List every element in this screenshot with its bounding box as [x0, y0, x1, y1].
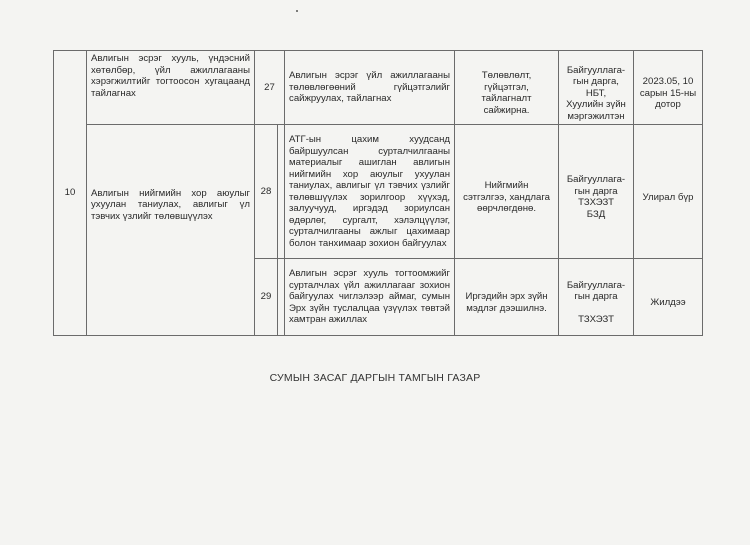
spacer-cell — [278, 259, 285, 336]
result-cell — [455, 259, 559, 336]
goal-text: Авлигын эсрэг хууль, үндэсний хөтөлбөр, үйл ажиллагааны хэрэгжилтийг тогтоосон хугацаанд тайлагнах — [91, 53, 250, 99]
result-cell — [455, 125, 559, 259]
deadline-cell — [634, 51, 703, 125]
result-cell — [455, 51, 559, 125]
deadline-text: 2023.05, 10 сарын 15-ны дотор — [639, 76, 697, 110]
item-number-cell — [255, 259, 278, 336]
responsible-cell — [559, 125, 634, 259]
item-number: 28 — [260, 185, 272, 197]
item-number: 29 — [260, 291, 272, 303]
page-dot — [296, 10, 298, 12]
responsible-text: Байгууллага- гын дарга ТЗХЭЗТ — [566, 279, 626, 326]
activity-text: Авлигын эсрэг хууль тогтоомжийг сурталчлах үйл ажиллагааг зохион байгуулах чиглэлээр аймаг, сумын Эрх зүйн туслалцаа үзүүлэх төвтэй хамтран ажиллах — [289, 268, 451, 326]
table-row — [54, 125, 703, 259]
result-text: Төлөвлөлт, гүйцэтгэл, тайлагналт сайжирна. — [481, 70, 532, 116]
result-text: Иргэдийн эрх зүйн мэдлэг дээшилнэ. — [465, 291, 548, 314]
goal-cell — [87, 125, 255, 336]
activity-cell — [285, 259, 455, 336]
item-number: 27 — [264, 81, 275, 93]
responsible-cell — [559, 259, 634, 336]
item-number-cell — [255, 125, 278, 259]
responsible-text: Байгууллага- гын дарга ТЗХЭЗТ БЗД — [566, 174, 626, 220]
organization-title: СУМЫН ЗАСАГ ДАРГЫН ТАМГЫН ГАЗАР — [269, 372, 481, 384]
activity-text: АТГ-ын цахим хуудсанд байршуулсан сурталчилгааны материалыг ашиглан авлигын нийгмийн хор аюулыг ухуулан таниулах, авлигыг үл тэвчих үзлийг төлөвшүүлэх зорилгоор хүүхэд, залуучууд, иргэдэд зориулсан өдөрлөг, сургалт, хэлэлцүүлэг, сурталчилгааны ажлыг цахимаар болон танхимаар зохион байгуулах — [289, 134, 451, 249]
deadline-text: Жилдээ — [650, 297, 686, 308]
group-number: 10 — [64, 187, 76, 199]
group-number-cell — [54, 51, 87, 336]
goal-cell — [87, 51, 255, 125]
responsible-cell — [559, 51, 634, 125]
deadline-text: Улирал бүр — [642, 191, 694, 203]
table-row — [54, 51, 703, 125]
deadline-cell — [634, 259, 703, 336]
item-number-cell — [255, 51, 285, 125]
activity-cell — [285, 125, 455, 259]
activity-cell — [285, 51, 455, 125]
deadline-cell — [634, 125, 703, 259]
spacer-cell — [278, 125, 285, 259]
activity-text: Авлигын эсрэг үйл ажиллагааны төлөвлөгөөний гүйцэтгэлийг сайжруулах, тайлагнах — [289, 70, 451, 105]
action-plan-table — [53, 50, 703, 336]
responsible-text: Байгууллага- гын дарга, НБТ, Хуулийн зүйн мэргэжилтэн — [566, 64, 626, 122]
result-text: Нийгмийн сэтгэлгээ, хандлага өөрчлөгдөнө. — [463, 180, 550, 214]
goal-text: Авлигын нийгмийн хор аюулыг ухуулан таниулах, авлигыг үл тэвчих үзлийг төлөвшүүлэх — [91, 187, 250, 222]
